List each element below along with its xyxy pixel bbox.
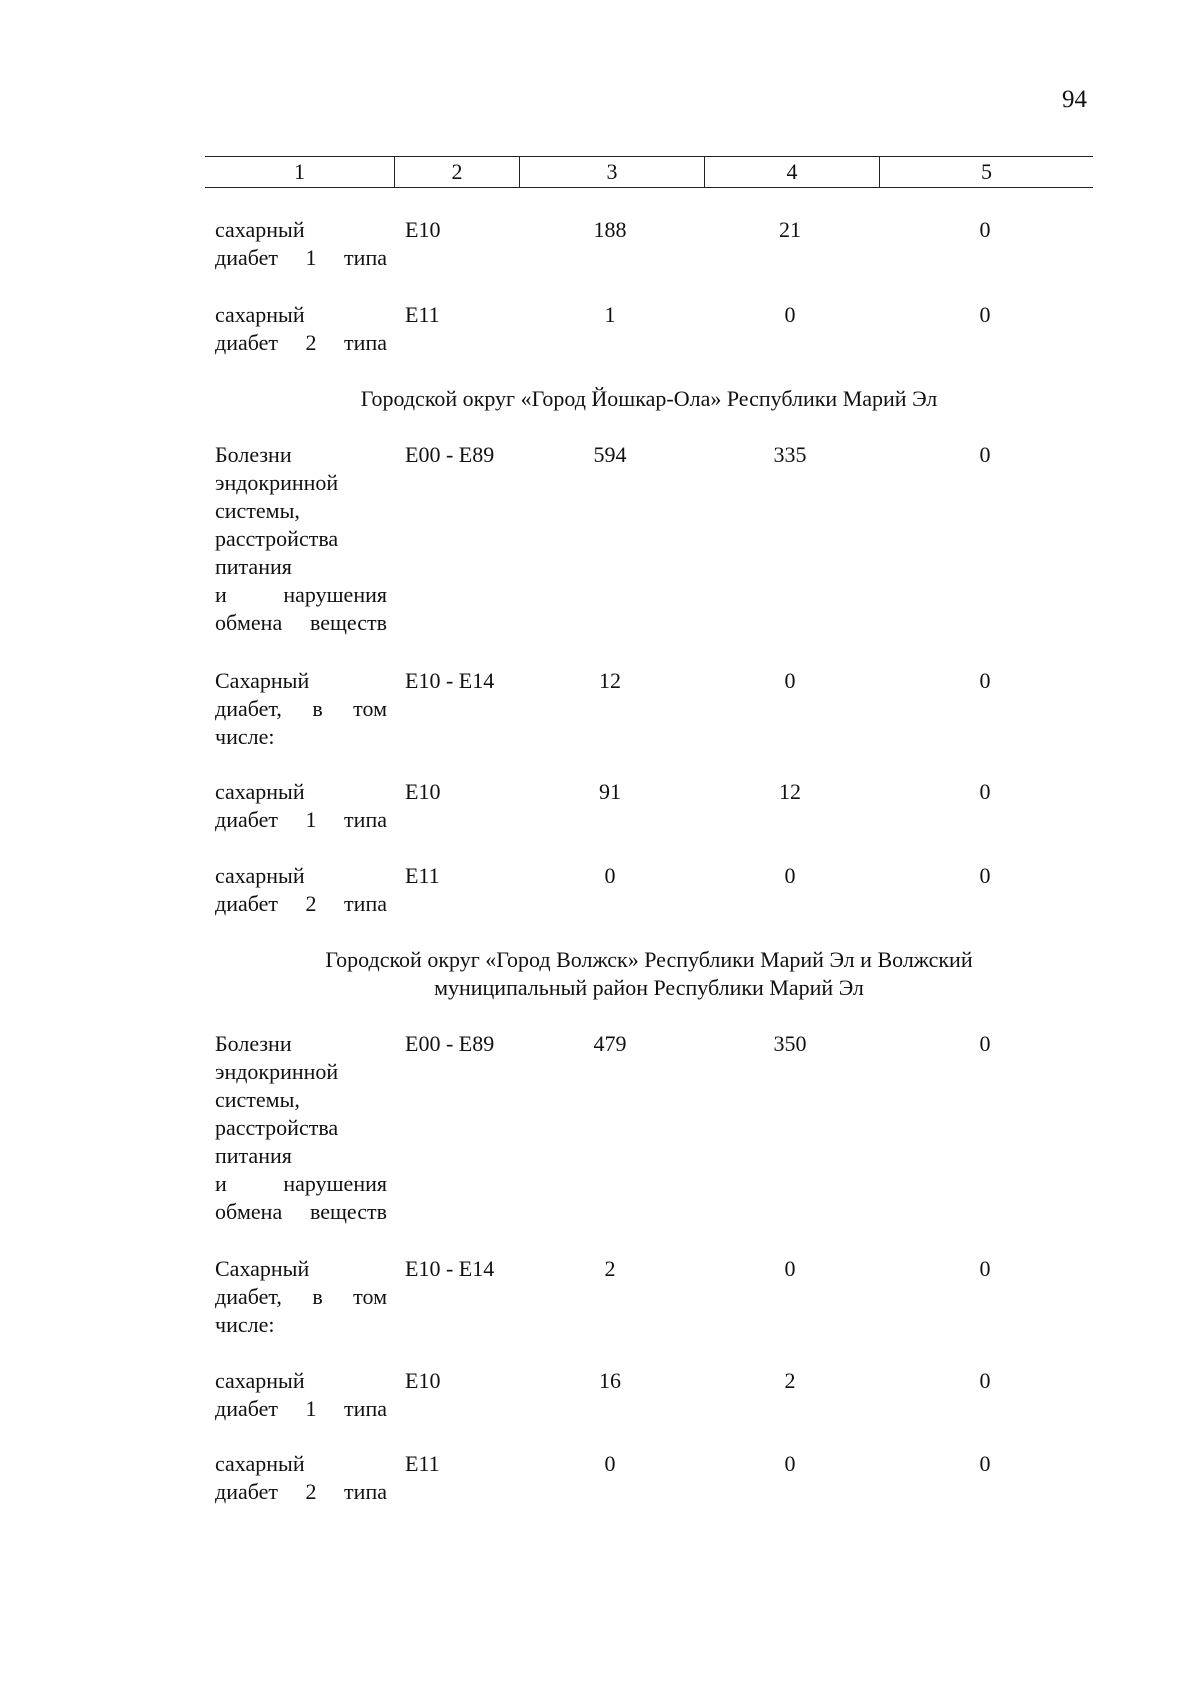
row-name <box>215 667 387 751</box>
row-name <box>215 1255 387 1339</box>
row-col-3: 0 <box>604 863 616 888</box>
row-name <box>215 862 387 918</box>
header-col-3: 3 <box>520 157 705 187</box>
header-col-2: 2 <box>395 157 520 187</box>
row-col-4: 12 <box>779 779 801 804</box>
row-col-5: 0 <box>979 1031 991 1056</box>
row-name-line: диабет 2 типа <box>215 891 387 916</box>
row-name-line: расстройства <box>215 526 339 551</box>
row-col-5: 0 <box>979 863 991 888</box>
header-col-1: 1 <box>205 157 395 187</box>
row-name-line: сахарный <box>215 1451 305 1476</box>
row-code: E11 <box>405 302 440 327</box>
header-col-4: 4 <box>705 157 880 187</box>
header-col-5: 5 <box>981 159 992 184</box>
row-col-3: 12 <box>599 668 621 693</box>
row-name <box>215 1450 387 1506</box>
row-name-line: Сахарный <box>215 1256 310 1281</box>
row-name <box>215 216 387 272</box>
row-name-line: обмена веществ <box>215 610 387 635</box>
row-name <box>215 778 387 834</box>
row-code: E00 - E89 <box>405 1031 495 1056</box>
row-col-4: 335 <box>773 442 807 467</box>
section-title-yoshkar-ola <box>205 385 1093 413</box>
row-name-line: сахарный <box>215 863 305 888</box>
row-name-line: и нарушения <box>215 1171 387 1196</box>
row-col-5: 0 <box>979 1451 991 1476</box>
row-code: E10 <box>405 217 441 242</box>
row-code: E10 - E14 <box>405 1256 495 1281</box>
row-name-line: системы, <box>215 1087 300 1112</box>
row-name-line: сахарный <box>215 217 305 242</box>
row-code: E11 <box>405 863 440 888</box>
row-col-5: 0 <box>979 668 991 693</box>
row-name-line: диабет, в том <box>215 1284 387 1309</box>
row-name-line: эндокринной <box>215 470 339 495</box>
row-code: E11 <box>405 1451 440 1476</box>
row-name-line: и нарушения <box>215 582 387 607</box>
row-name-line: числе: <box>215 1312 275 1337</box>
row-name <box>215 301 387 357</box>
row-col-4: 21 <box>779 217 801 242</box>
row-col-4: 350 <box>773 1031 807 1056</box>
row-name-line: Болезни <box>215 442 292 467</box>
section-title-volzhsk <box>205 946 1093 1002</box>
row-name-line: сахарный <box>215 1368 305 1393</box>
row-name-line: Сахарный <box>215 668 310 693</box>
section-title-yoshkar-ola-line: Городской округ «Город Йошкар-Ола» Республики Марий Эл <box>360 386 938 411</box>
row-name-line: числе: <box>215 724 275 749</box>
row-code: E10 <box>405 779 441 804</box>
row-col-5: 0 <box>979 302 991 327</box>
row-col-4: 0 <box>784 668 796 693</box>
row-col-4: 2 <box>784 1368 796 1393</box>
row-name-line: диабет, в том <box>215 696 387 721</box>
row-name <box>215 1367 387 1423</box>
section-title-volzhsk-line: Городской округ «Город Волжск» Республики Марий Эл и Волжский <box>325 947 973 972</box>
row-name-line: питания <box>215 1143 292 1168</box>
row-name-line: диабет 1 типа <box>215 245 387 270</box>
row-name-line: диабет 2 типа <box>215 1479 387 1504</box>
row-col-5: 0 <box>979 1256 991 1281</box>
row-col-4: 0 <box>784 1256 796 1281</box>
row-col-3: 0 <box>604 1451 616 1476</box>
row-col-3: 479 <box>593 1031 627 1056</box>
row-col-3: 91 <box>599 779 621 804</box>
row-col-4: 0 <box>784 302 796 327</box>
row-col-4: 0 <box>784 863 796 888</box>
row-name-line: системы, <box>215 498 300 523</box>
row-col-3: 1 <box>604 302 616 327</box>
row-name-line: расстройства <box>215 1115 339 1140</box>
row-name <box>215 441 387 637</box>
page-number: 94 <box>1062 86 1087 113</box>
row-name-line: питания <box>215 554 292 579</box>
row-name-line: обмена веществ <box>215 1199 387 1224</box>
row-col-5: 0 <box>979 217 991 242</box>
row-col-5: 0 <box>979 779 991 804</box>
row-col-3: 594 <box>593 442 627 467</box>
row-col-3: 188 <box>593 217 627 242</box>
row-name-line: эндокринной <box>215 1059 339 1084</box>
row-code: E10 - E14 <box>405 668 495 693</box>
row-name-line: Болезни <box>215 1031 292 1056</box>
row-name-line: сахарный <box>215 302 305 327</box>
row-col-5: 0 <box>979 1368 991 1393</box>
row-name-line: диабет 1 типа <box>215 807 387 832</box>
row-code: E00 - E89 <box>405 442 495 467</box>
row-code: E10 <box>405 1368 441 1393</box>
row-col-3: 2 <box>604 1256 616 1281</box>
row-col-4: 0 <box>784 1451 796 1476</box>
row-name-line: сахарный <box>215 779 305 804</box>
section-title-volzhsk-line: муниципальный район Республики Марий Эл <box>434 975 864 1000</box>
row-col-5: 0 <box>979 442 991 467</box>
row-name-line: диабет 2 типа <box>215 330 387 355</box>
table-header <box>205 156 1093 188</box>
row-col-3: 16 <box>599 1368 621 1393</box>
row-name <box>215 1030 387 1226</box>
row-name-line: диабет 1 типа <box>215 1396 387 1421</box>
